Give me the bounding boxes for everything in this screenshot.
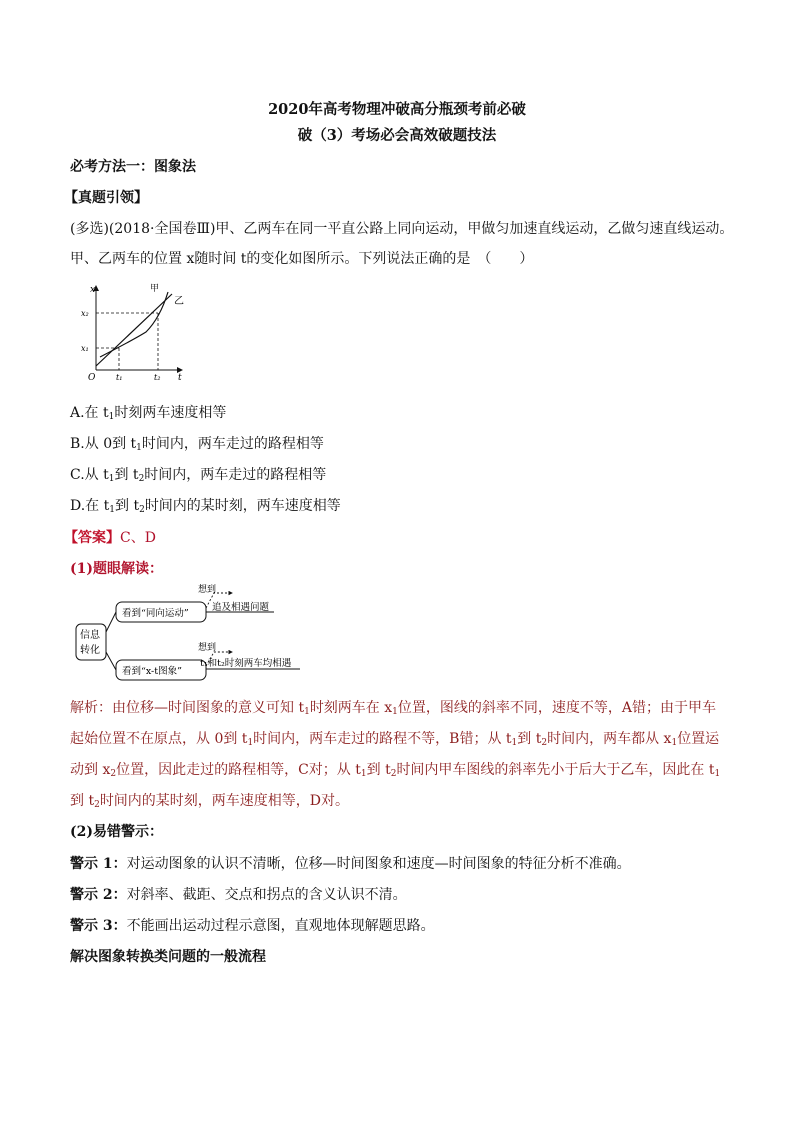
x1-label: x₁ [81,344,89,353]
answer-label: 【答案】 [64,530,120,546]
line-yi [96,294,172,366]
branch-top [106,612,116,632]
center-text-1: 信息 [80,630,100,641]
result2-text: t₁和t₂时刻两车均相遇 [200,658,292,669]
warning-3: 警示 3：不能画出运动过程示意图，直观地体现解题思路。 [70,918,435,934]
analysis-line-1: 解析：由位移—时间图象的意义可知 $t_1$时刻两车在 $x_1$位置，图线的斜率不同，速度不等，A错；由于甲车 [70,700,717,717]
final-heading: 解决图象转换类问题的一般流程 [70,949,266,965]
document-title: 2020年高考物理冲破高分瓶颈考前必破 [268,101,526,118]
document-subtitle: 破（3）考场必会高效破题技法 [297,127,497,144]
method-heading: 必考方法一：图象法 [70,159,196,175]
interpret-heading: (1)题眼解读： [70,561,163,577]
x-axis-label: t [178,373,182,383]
section-heading: 【真题引领】 [64,190,148,206]
see1-text: 看到“同向运动” [122,608,189,619]
option-c: C.从 $t_1$到 $t_2$时间内，两车走过的路程相等 [70,467,327,484]
x2-label: x₂ [81,309,89,318]
label-yi: 乙 [174,296,184,307]
t2-label: t₂ [154,373,161,382]
origin-label: O [88,373,96,383]
warning-1: 警示 1：对运动图象的认识不清晰，位移—时间图象和速度—时间图象的特征分析不准确。 [70,856,631,872]
answer-line [64,527,156,547]
analysis-line-4: 到 $t_2$时间内的某时刻，两车速度相等，D对。 [70,793,350,810]
answer-value: C、D [120,530,156,546]
analysis-line-3: 动到 $x_2$位置，因此走过的路程相等，C对；从 $t_1$到 $t_2$时间内甲车图线的斜率先小于后大于乙车，因此在 $t_1$ [70,762,721,779]
warning-2: 警示 2：对斜率、截距、交点和拐点的含义认识不清。 [70,887,407,903]
branch-bottom [106,652,116,670]
think2-text: 想到 [198,643,217,653]
y-axis-label: x [90,285,96,295]
label-jia: 甲 [150,284,160,294]
see2-text: 看到“x-t图象” [122,666,182,677]
option-a: A.在 $t_1$时刻两车速度相等 [70,405,227,422]
result1-text: 追及相遇问题 [212,602,270,613]
warning-heading: (2)易错警示： [70,824,163,840]
center-text-2: 转化 [80,645,100,656]
t1-label: t₁ [116,373,123,382]
xt-graph [78,280,190,384]
question-line-1: (多选)(2018·全国卷Ⅲ)甲、乙两车在同一平直公路上同向运动，甲做匀加速直线运动，乙做匀速直线运动。 [70,221,734,237]
think1-text: 想到 [198,585,217,595]
option-b: B.从 0到 $t_1$时间内，两车走过的路程相等 [70,436,324,453]
analysis-line-2: 起始位置不在原点，从 0到 $t_1$时间内，两车走过的路程不等，B错；从 $t_1$到 $t_2$时间内，两车都从 $x_1$位置运 [70,731,720,748]
interpret-diagram [74,580,314,684]
option-d: D.在 $t_1$到 $t_2$时间内的某时刻，两车速度相等 [70,498,341,515]
question-line-2: 甲、乙两车的位置 x随时间 t的变化如图所示。下列说法正确的是 （ ） [70,251,534,267]
